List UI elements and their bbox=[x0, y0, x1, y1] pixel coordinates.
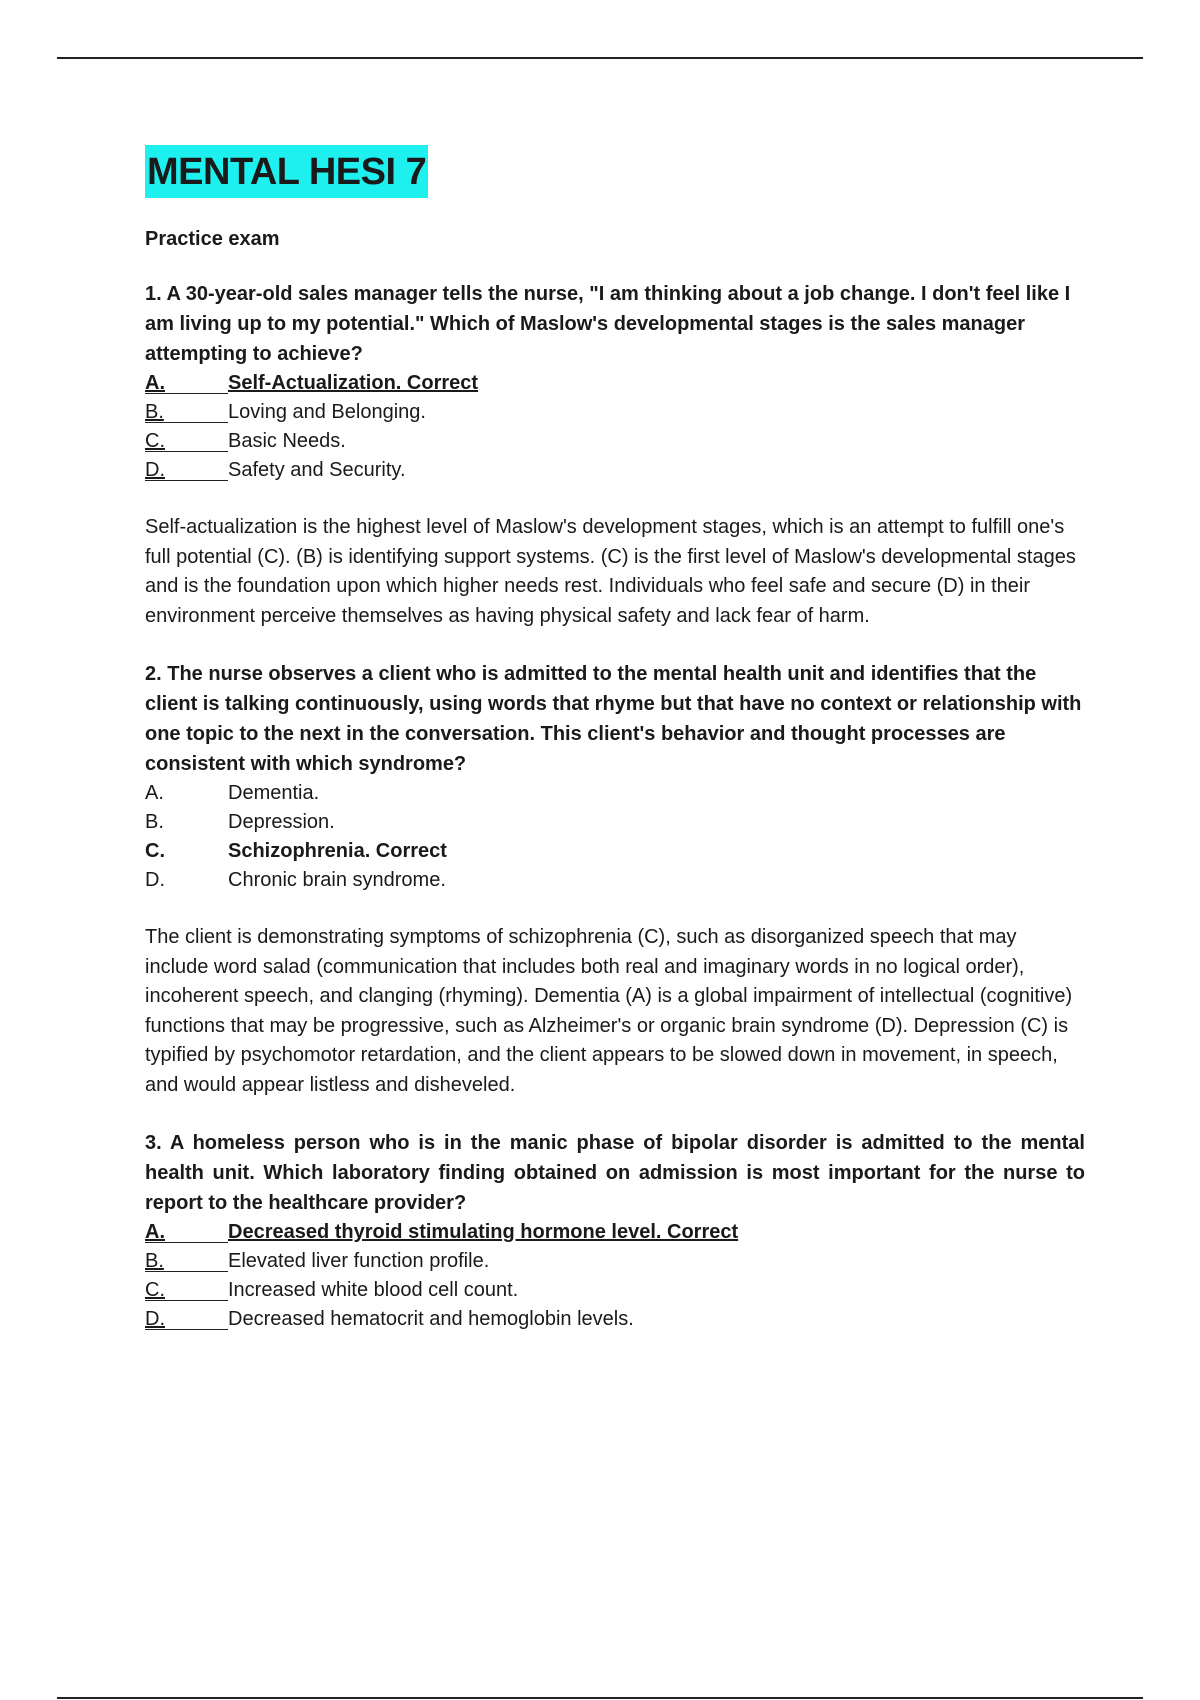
question-2-explanation: The client is demonstrating symptoms of schizophrenia (C), such as disorganized speech that may include word salad (communication that includes both real and imaginary words in no logical order), incoherent speech, and clanging (rhyming). Dementia (A) is a global impairment of intellectual (cognitive) functions that may be progressive, such as Alzheimer's or organic brain syndrome (D). Depression (C) is typified by psychomotor retardation, and the client appears to be slowed down in movement, in speech, and would appear listless and disheveled. bbox=[145, 926, 1073, 1096]
question-1-option-b bbox=[145, 398, 1085, 427]
question-3-option-c bbox=[145, 1276, 1085, 1305]
footer-rule bbox=[57, 1697, 1143, 1699]
question-1-option-d bbox=[145, 456, 1085, 485]
option-letter: D. bbox=[145, 1305, 228, 1330]
question-2-option-d bbox=[145, 866, 1085, 895]
option-text: Schizophrenia. Correct bbox=[228, 840, 447, 862]
document-body bbox=[145, 145, 1085, 1334]
question-1-option-c bbox=[145, 427, 1085, 456]
question-3-options bbox=[145, 1218, 1085, 1334]
option-text: Elevated liver function profile. bbox=[228, 1250, 490, 1272]
question-3-option-b bbox=[145, 1247, 1085, 1276]
option-letter: A. bbox=[145, 1218, 228, 1243]
option-text: Loving and Belonging. bbox=[228, 401, 426, 423]
option-letter: A. bbox=[145, 782, 164, 804]
question-3-prompt: 3. A homeless person who is in the manic phase of bipolar disorder is admitted to the mental health unit. Which laboratory finding obtained on admission is most important for the nurse to report to the healthcare provider? bbox=[145, 1132, 1085, 1214]
option-letter: C. bbox=[145, 840, 165, 862]
option-text: Dementia. bbox=[228, 782, 320, 804]
question-1 bbox=[145, 279, 1085, 631]
question-2-options bbox=[145, 779, 1085, 895]
question-1-explanation: Self-actualization is the highest level of Maslow's development stages, which is an attempt to fulfill one's full potential (C). (B) is identifying support systems. (C) is the first level of Maslow's developmental stages and is the foundation upon which higher needs rest. Individuals who feel safe and secure (D) in their environment perceive themselves as having physical safety and lack fear of harm. bbox=[145, 516, 1076, 627]
question-3-option-a bbox=[145, 1218, 1085, 1247]
question-2-option-a bbox=[145, 779, 1085, 808]
question-2-option-b bbox=[145, 808, 1085, 837]
question-3 bbox=[145, 1128, 1085, 1334]
document-subtitle: Practice exam bbox=[145, 228, 280, 250]
question-3-option-d bbox=[145, 1305, 1085, 1334]
option-letter: A. bbox=[145, 369, 228, 394]
question-2 bbox=[145, 659, 1085, 1100]
option-letter: C. bbox=[145, 427, 228, 452]
option-text: Increased white blood cell count. bbox=[228, 1279, 519, 1301]
option-letter: B. bbox=[145, 1247, 228, 1272]
question-1-prompt: 1. A 30-year-old sales manager tells the nurse, "I am thinking about a job change. I don't feel like I am living up to my potential." Which of Maslow's developmental stages is the sales manager attempting to achieve? bbox=[145, 283, 1071, 365]
header-rule bbox=[57, 57, 1143, 59]
option-letter: D. bbox=[145, 869, 165, 891]
option-text: Basic Needs. bbox=[228, 430, 346, 452]
question-2-option-c bbox=[145, 837, 1085, 866]
option-letter: C. bbox=[145, 1276, 228, 1301]
question-2-prompt: 2. The nurse observes a client who is admitted to the mental health unit and identifies that the client is talking continuously, using words that rhyme but that have no context or relationship with one topic to the next in the conversation. This client's behavior and thought processes are consistent with which syndrome? bbox=[145, 663, 1082, 775]
option-letter: B. bbox=[145, 398, 228, 423]
document-title: MENTAL HESI 7 bbox=[145, 145, 428, 198]
option-text: Chronic brain syndrome. bbox=[228, 869, 446, 891]
option-letter: B. bbox=[145, 811, 164, 833]
option-text: Decreased thyroid stimulating hormone level. Correct bbox=[228, 1221, 739, 1243]
question-1-option-a bbox=[145, 369, 1085, 398]
question-1-options bbox=[145, 369, 1085, 485]
option-letter: D. bbox=[145, 456, 228, 481]
option-text: Self-Actualization. Correct bbox=[228, 372, 479, 394]
option-text: Safety and Security. bbox=[228, 459, 406, 481]
option-text: Decreased hematocrit and hemoglobin levels. bbox=[228, 1308, 634, 1330]
option-text: Depression. bbox=[228, 811, 335, 833]
